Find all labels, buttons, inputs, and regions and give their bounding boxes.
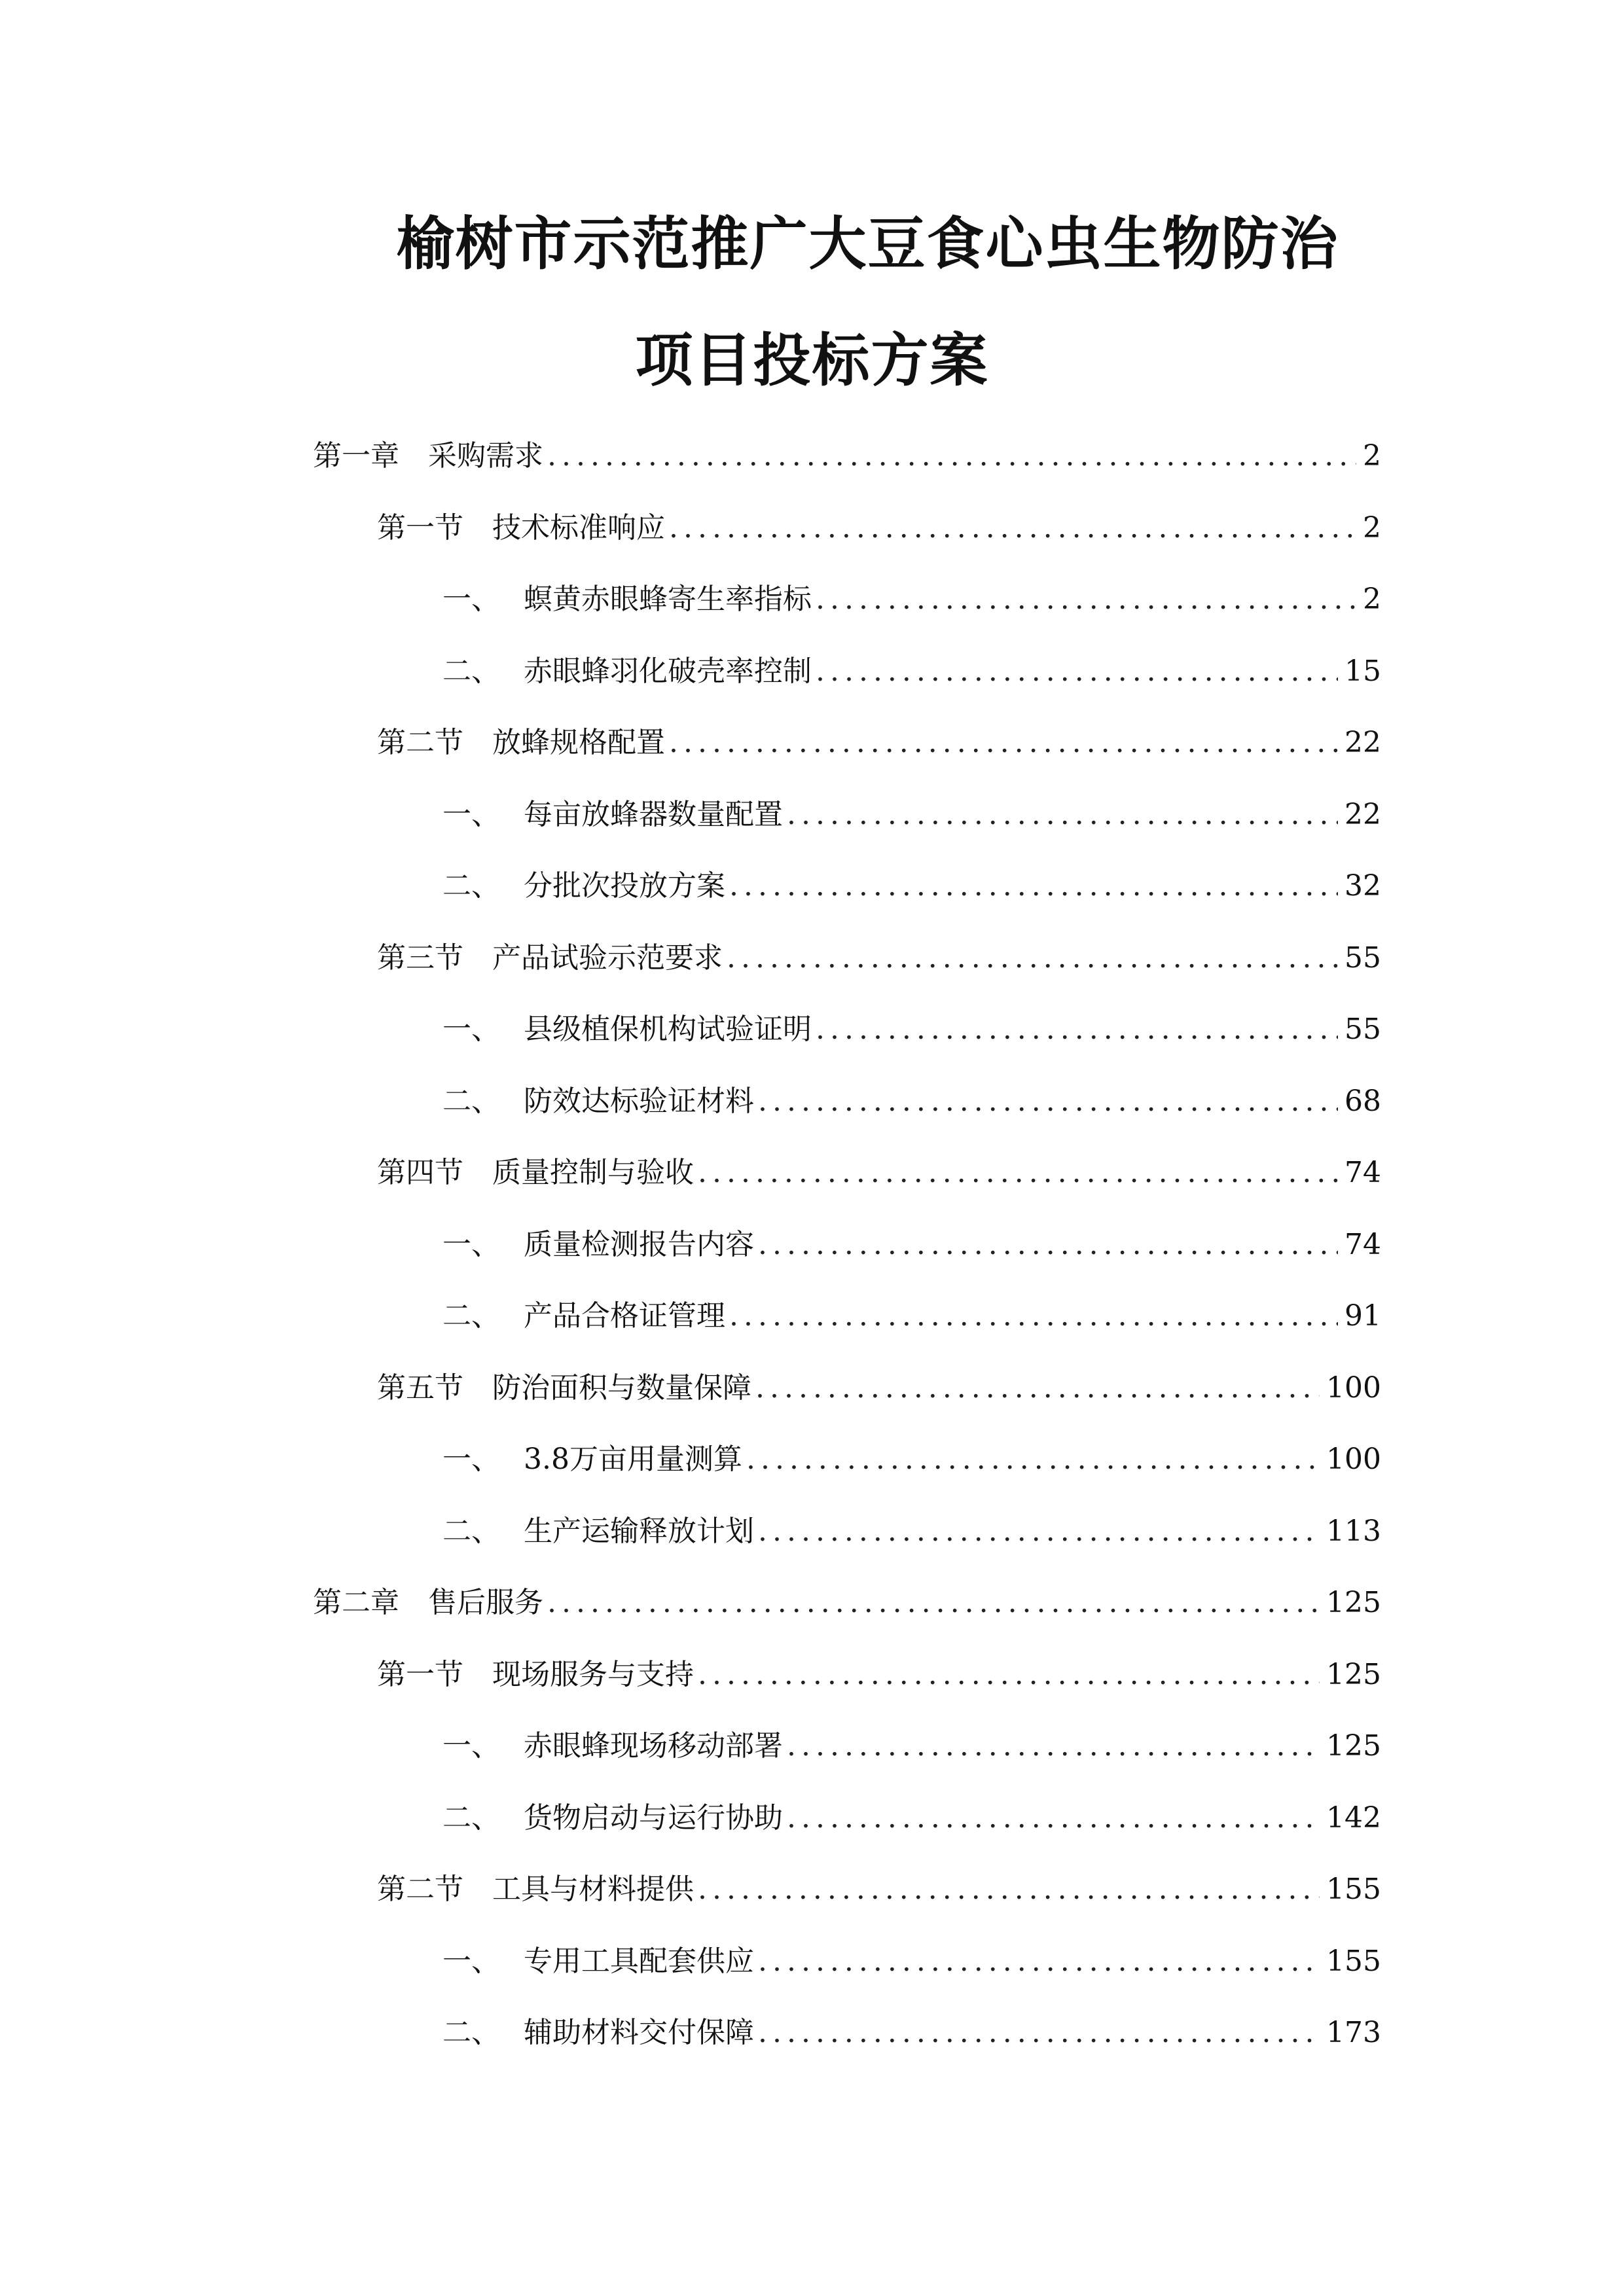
- toc-entry-page-number: 2: [1363, 583, 1381, 616]
- toc-entry-number: 二、: [442, 1515, 500, 1548]
- toc-entry-number: 第五节: [377, 1371, 463, 1405]
- toc-entry-title: 质量控制与验收: [492, 1156, 694, 1189]
- toc-entry-title: 分批次投放方案: [524, 869, 725, 903]
- toc-entry-number: 一、: [442, 798, 500, 831]
- toc-dot-leader: [729, 863, 1338, 909]
- toc-entry-page-number: 22: [1344, 798, 1381, 831]
- toc-entry-number: 一、: [442, 1013, 500, 1046]
- toc-entry[interactable]: [442, 2010, 1381, 2056]
- toc-entry-page-number: 32: [1344, 869, 1381, 903]
- toc-entry-page-number: 173: [1326, 2016, 1381, 2049]
- toc-entry-title: 采购需求: [428, 439, 543, 473]
- toc-entry-page-number: 100: [1326, 1443, 1381, 1476]
- toc-entry[interactable]: [442, 792, 1381, 838]
- toc-entry[interactable]: [442, 1293, 1381, 1339]
- toc-entry-title: 产品合格证管理: [524, 1299, 725, 1333]
- toc-entry[interactable]: [442, 1079, 1381, 1124]
- toc-entry-title: 每亩放蜂器数量配置: [524, 798, 783, 831]
- toc-entry-number: 二、: [442, 655, 500, 688]
- toc-entry-title: 3.8万亩用量测算: [524, 1443, 742, 1476]
- toc-entry-number: 第一节: [377, 511, 463, 545]
- toc-entry-page-number: 125: [1326, 1658, 1381, 1691]
- toc-entry-page-number: 74: [1344, 1156, 1381, 1189]
- toc-entry-page-number: 142: [1326, 1801, 1381, 1835]
- toc-dot-leader: [758, 1939, 1320, 1984]
- toc-entry-title: 专用工具配套供应: [524, 1945, 754, 1978]
- toc-entry-page-number: 74: [1344, 1228, 1381, 1261]
- toc-entry-number: 二、: [442, 1085, 500, 1118]
- toc-dot-leader: [729, 1293, 1338, 1339]
- toc-entry[interactable]: [377, 935, 1381, 981]
- toc-entry-number: 二、: [442, 869, 500, 903]
- toc-entry[interactable]: [377, 505, 1381, 551]
- toc-entry-title: 产品试验示范要求: [492, 941, 723, 975]
- toc-entry-title: 生产运输释放计划: [524, 1515, 754, 1548]
- toc-entry-page-number: 55: [1344, 1013, 1381, 1046]
- toc-dot-leader: [758, 1222, 1338, 1268]
- toc-entry[interactable]: [377, 1652, 1381, 1698]
- toc-dot-leader: [758, 2010, 1320, 2056]
- toc-dot-leader: [787, 1795, 1320, 1841]
- toc-dot-leader: [758, 1509, 1320, 1554]
- toc-dot-leader: [758, 1079, 1338, 1124]
- toc-entry-title: 辅助材料交付保障: [524, 2016, 754, 2049]
- toc-entry-title: 现场服务与支持: [492, 1658, 694, 1691]
- toc-dot-leader: [727, 935, 1338, 981]
- toc-dot-leader: [698, 1867, 1320, 1912]
- toc-entry-number: 第二节: [377, 726, 463, 759]
- toc-entry[interactable]: [442, 1509, 1381, 1554]
- toc-dot-leader: [547, 433, 1356, 479]
- toc-entry-title: 放蜂规格配置: [492, 726, 665, 759]
- toc-entry-page-number: 55: [1344, 941, 1381, 975]
- toc-dot-leader: [547, 1580, 1320, 1626]
- toc-dot-leader: [787, 792, 1338, 838]
- toc-entry-number: 第二章: [313, 1586, 399, 1619]
- toc-entry-title: 售后服务: [428, 1586, 543, 1619]
- toc-entry-title: 赤眼蜂羽化破壳率控制: [524, 655, 812, 688]
- toc-entry-title: 赤眼蜂现场移动部署: [524, 1729, 783, 1763]
- toc-entry-title: 技术标准响应: [492, 511, 665, 545]
- toc-entry-title: 货物启动与运行协助: [524, 1801, 783, 1835]
- toc-entry[interactable]: [442, 1437, 1381, 1482]
- toc-entry-page-number: 113: [1326, 1515, 1381, 1548]
- toc-entry-number: 第三节: [377, 941, 463, 975]
- toc-dot-leader: [816, 1007, 1338, 1052]
- toc-dot-leader: [698, 1150, 1338, 1196]
- toc-dot-leader: [816, 649, 1338, 694]
- toc-entry-number: 一、: [442, 1945, 500, 1978]
- toc-dot-leader: [816, 577, 1356, 622]
- toc-entry-number: 一、: [442, 1228, 500, 1261]
- toc-entry[interactable]: [442, 1939, 1381, 1984]
- toc-entry[interactable]: [377, 1150, 1381, 1196]
- toc-entry-page-number: 2: [1363, 439, 1381, 473]
- toc-entry[interactable]: [313, 1580, 1381, 1626]
- toc-entry-number: 第一节: [377, 1658, 463, 1691]
- toc-entry[interactable]: [442, 649, 1381, 694]
- toc-entry-number: 二、: [442, 2016, 500, 2049]
- toc-entry-page-number: 22: [1344, 726, 1381, 759]
- toc-dot-leader: [787, 1723, 1320, 1769]
- toc-dot-leader: [698, 1652, 1320, 1698]
- toc-entry-page-number: 125: [1326, 1729, 1381, 1763]
- toc-entry[interactable]: [377, 720, 1381, 766]
- toc-entry-title: 工具与材料提供: [492, 1873, 694, 1906]
- toc-entry-number: 一、: [442, 1729, 500, 1763]
- toc-entry-title: 防治面积与数量保障: [492, 1371, 751, 1405]
- toc-entry-number: 第二节: [377, 1873, 463, 1906]
- toc-entry-number: 第一章: [313, 439, 399, 473]
- toc-dot-leader: [746, 1437, 1320, 1482]
- toc-entry[interactable]: [442, 577, 1381, 622]
- toc-entry-page-number: 68: [1344, 1085, 1381, 1118]
- toc-entry-page-number: 91: [1344, 1299, 1381, 1333]
- toc-entry-title: 县级植保机构试验证明: [524, 1013, 812, 1046]
- document-title-line-1: 榆树市示范推广大豆食心虫生物防治: [396, 210, 1339, 278]
- toc-entry[interactable]: [442, 1222, 1381, 1268]
- toc-dot-leader: [669, 505, 1356, 551]
- toc-entry[interactable]: [442, 1723, 1381, 1769]
- toc-dot-leader: [755, 1365, 1320, 1411]
- document-title-line-2: 项目投标方案: [635, 327, 989, 394]
- toc-entry[interactable]: [313, 433, 1381, 479]
- toc-entry-number: 一、: [442, 1443, 500, 1476]
- toc-entry-page-number: 15: [1344, 655, 1381, 688]
- toc-entry-page-number: 125: [1326, 1586, 1381, 1619]
- toc-entry-number: 二、: [442, 1801, 500, 1835]
- toc-dot-leader: [669, 720, 1338, 766]
- toc-entry-page-number: 100: [1326, 1371, 1381, 1405]
- toc-entry-page-number: 155: [1326, 1873, 1381, 1906]
- toc-entry[interactable]: [442, 1007, 1381, 1052]
- toc-entry-title: 螟黄赤眼蜂寄生率指标: [524, 583, 812, 616]
- toc-entry-number: 第四节: [377, 1156, 463, 1189]
- toc-entry-page-number: 155: [1326, 1945, 1381, 1978]
- toc-entry[interactable]: [377, 1867, 1381, 1912]
- toc-entry-number: 二、: [442, 1299, 500, 1333]
- toc-entry[interactable]: [377, 1365, 1381, 1411]
- toc-entry[interactable]: [442, 1795, 1381, 1841]
- toc-entry-page-number: 2: [1363, 511, 1381, 545]
- toc-entry-title: 防效达标验证材料: [524, 1085, 754, 1118]
- toc-entry-title: 质量检测报告内容: [524, 1228, 754, 1261]
- toc-entry-number: 一、: [442, 583, 500, 616]
- toc-entry[interactable]: [442, 863, 1381, 909]
